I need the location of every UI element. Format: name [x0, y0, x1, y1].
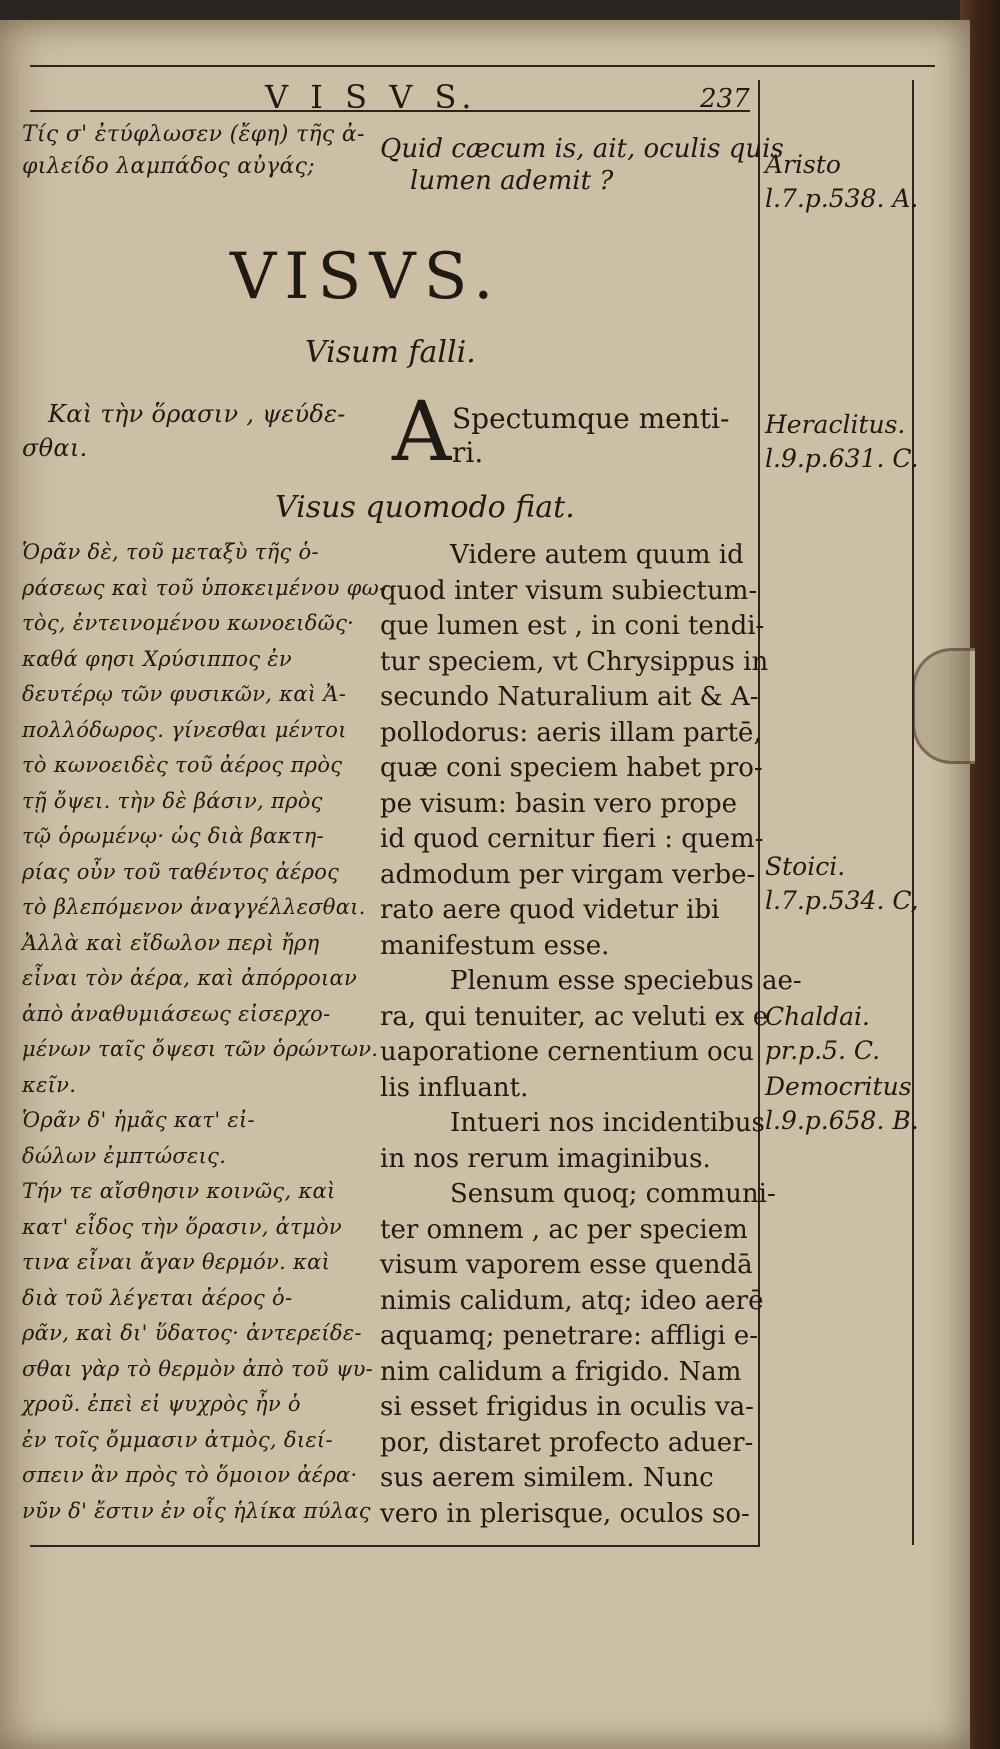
greek-line: κεῖν. — [22, 1072, 77, 1097]
epigraph-latin-1: Quid cæcum is, ait, oculis quis — [380, 134, 784, 164]
right-edge-rule — [912, 80, 914, 1545]
chapter-title: VISVS. — [230, 240, 502, 314]
latin-line: tur speciem, vt Chrysippus in — [380, 646, 769, 677]
section-heading-visum-falli: Visum falli. — [305, 335, 476, 370]
greek-line: σθαι γὰρ τὸ θερμὸν ἀπὸ τοῦ ψυ- — [22, 1356, 374, 1381]
section1-greek-2: σθαι. — [22, 434, 88, 462]
latin-line: Sensum quoq; communi- — [450, 1179, 776, 1209]
margin-note-democritus: Democritus — [765, 1072, 912, 1101]
greek-line: σπειν ἂν πρὸς τὸ ὅμοιον ἀέρα· — [22, 1463, 358, 1487]
section-heading-visus-quomodo: Visus quomodo fiat. — [275, 490, 575, 525]
latin-line: por, distaret profecto aduer- — [380, 1427, 754, 1458]
latin-line: nimis calidum, atq; ideo aerē — [380, 1285, 764, 1316]
latin-line: si esset frigidus in oculis va- — [380, 1392, 754, 1422]
latin-line: uaporatione cernentium ocu — [380, 1037, 754, 1067]
latin-line: admodum per virgam verbe- — [380, 859, 756, 890]
latin-line: que lumen est , in coni tendi- — [380, 611, 765, 641]
latin-line: quod inter visum subiectum- — [380, 575, 758, 606]
latin-line: in nos rerum imaginibus. — [380, 1143, 711, 1174]
latin-line: quæ coni speciem habet pro- — [380, 753, 763, 783]
margin-note-chaldai-ref: pr.p.5. C. — [765, 1036, 881, 1065]
epigraph-greek-2: φιλείδο λαμπάδος αὐγάς; — [22, 154, 315, 179]
greek-line: τῇ ὄψει. τὴν δὲ βάσιν, πρὸς — [22, 788, 323, 813]
greek-line: ἐν τοῖς ὄμμασιν ἀτμὸς, διεί- — [22, 1427, 333, 1452]
greek-line: ρίας οὖν τοῦ ταθέντος ἀέρος — [22, 859, 340, 884]
latin-line: visum vaporem esse quendā — [380, 1250, 753, 1280]
latin-line: vero in plerisque, oculos so- — [380, 1498, 750, 1529]
epigraph-greek-1: Τίς σ' ἐτύφλωσεν (ἔφη) τῆς ἀ- — [22, 122, 365, 147]
greek-line: δευτέρῳ τῶν φυσικῶν, καὶ Ἀ- — [22, 682, 347, 706]
margin-note-aristo: Aristo — [765, 150, 841, 179]
latin-line: manifestum esse. — [380, 930, 610, 961]
latin-line: Intueri nos incidentibus — [450, 1108, 765, 1138]
section1-greek-1: Καὶ τὴν ὅρασιν , ψεύδε- — [48, 400, 346, 428]
latin-line: nim calidum a frigido. Nam — [380, 1356, 742, 1387]
greek-line: τὸ κωνοειδὲς τοῦ ἀέρος πρὸς — [22, 753, 343, 777]
greek-line: νῦν δ' ἔστιν ἐν οἷς ἡλίκα πύλας — [22, 1498, 371, 1523]
greek-line: ράσεως καὶ τοῦ ὑποκειμένου φω- — [22, 575, 387, 600]
latin-line: id quod cernitur fieri : quem- — [380, 824, 764, 854]
greek-line: χροῦ. ἐπεὶ εἰ ψυχρὸς ἦν ὁ — [22, 1392, 301, 1416]
greek-line: Ἀλλὰ καὶ εἴδωλον περὶ ἤρη — [22, 930, 320, 955]
margin-divider — [758, 80, 760, 1545]
margin-note-aristo-ref: l.7.p.538. A. — [765, 184, 919, 213]
drop-cap: A — [392, 385, 452, 480]
greek-line: καθά φησι Χρύσιππος ἐν — [22, 646, 292, 671]
greek-line: δώλων ἐμπτώσεις. — [22, 1143, 227, 1168]
greek-line: τινα εἶναι ἄγαν θερμόν. καὶ — [22, 1250, 331, 1274]
greek-line: Τήν τε αἴσθησιν κοινῶς, καὶ — [22, 1179, 336, 1203]
greek-line: πολλόδωρος. γίνεσθαι μέντοι — [22, 717, 347, 742]
greek-line: Ὁρᾶν δὲ, τοῦ μεταξὺ τῆς ὁ- — [22, 540, 319, 564]
page-clip — [912, 648, 975, 764]
section1-latin-1: Spectumque menti- — [452, 402, 730, 435]
latin-line: Videre autem quum id — [450, 540, 744, 570]
latin-line: pe visum: basin vero prope — [380, 788, 738, 819]
latin-line: ra, qui tenuiter, ac veluti ex e — [380, 1001, 769, 1032]
margin-note-chaldai: Chaldai. — [765, 1002, 870, 1031]
latin-line: secundo Naturalium ait & A- — [380, 682, 759, 712]
margin-note-heraclitus: Heraclitus. — [765, 410, 906, 439]
book-page — [0, 20, 970, 1749]
greek-line: εἶναι τὸν ἀέρα, καὶ ἀπόρροιαν — [22, 966, 358, 990]
greek-line: τῷ ὁρωμένῳ· ὡς διὰ βακτη- — [22, 824, 324, 848]
section1-latin-2: ri. — [452, 436, 484, 469]
latin-line: sus aerem similem. Nunc — [380, 1463, 714, 1493]
footer-rule — [30, 1545, 760, 1547]
greek-line: διὰ τοῦ λέγεται ἀέρος ὁ- — [22, 1285, 293, 1310]
latin-line: lis influant. — [380, 1072, 529, 1103]
greek-line: κατ' εἶδος τὴν ὅρασιν, ἀτμὸν — [22, 1214, 342, 1239]
greek-line: μένων ταῖς ὄψεσι τῶν ὁρώντων. — [22, 1037, 379, 1061]
greek-line: Ὁρᾶν δ' ἡμᾶς κατ' εἰ- — [22, 1108, 255, 1132]
greek-line: τὸ βλεπόμενον ἀναγγέλλεσθαι. — [22, 895, 366, 919]
margin-note-stoici-ref: l.7.p.534. C, — [765, 886, 919, 915]
margin-note-stoici: Stoici. — [765, 852, 846, 881]
running-title: V I S V S. — [265, 78, 478, 116]
latin-line: Plenum esse speciebus ae- — [450, 966, 802, 996]
latin-line: rato aere quod videtur ibi — [380, 895, 720, 925]
latin-line: pollodorus: aeris illam partē, — [380, 717, 762, 748]
margin-note-heraclitus-ref: l.9.p.631. C. — [765, 444, 919, 473]
page-number: 237 — [700, 84, 750, 114]
latin-line: ter omnem , ac per speciem — [380, 1214, 748, 1245]
greek-line: ἀπὸ ἀναθυμιάσεως εἰσερχο- — [22, 1001, 331, 1026]
margin-note-democritus-ref: l.9.p.658. B. — [765, 1106, 919, 1135]
greek-line: τὸς, ἐντεινομένου κωνοειδῶς· — [22, 611, 355, 635]
latin-line: aquamq; penetrare: affligi e- — [380, 1321, 759, 1351]
header-rule — [30, 65, 935, 67]
epigraph-latin-2: lumen ademit ? — [410, 166, 614, 196]
greek-line: ρᾶν, καὶ δι' ὕδατος· ἀντερείδε- — [22, 1321, 362, 1345]
